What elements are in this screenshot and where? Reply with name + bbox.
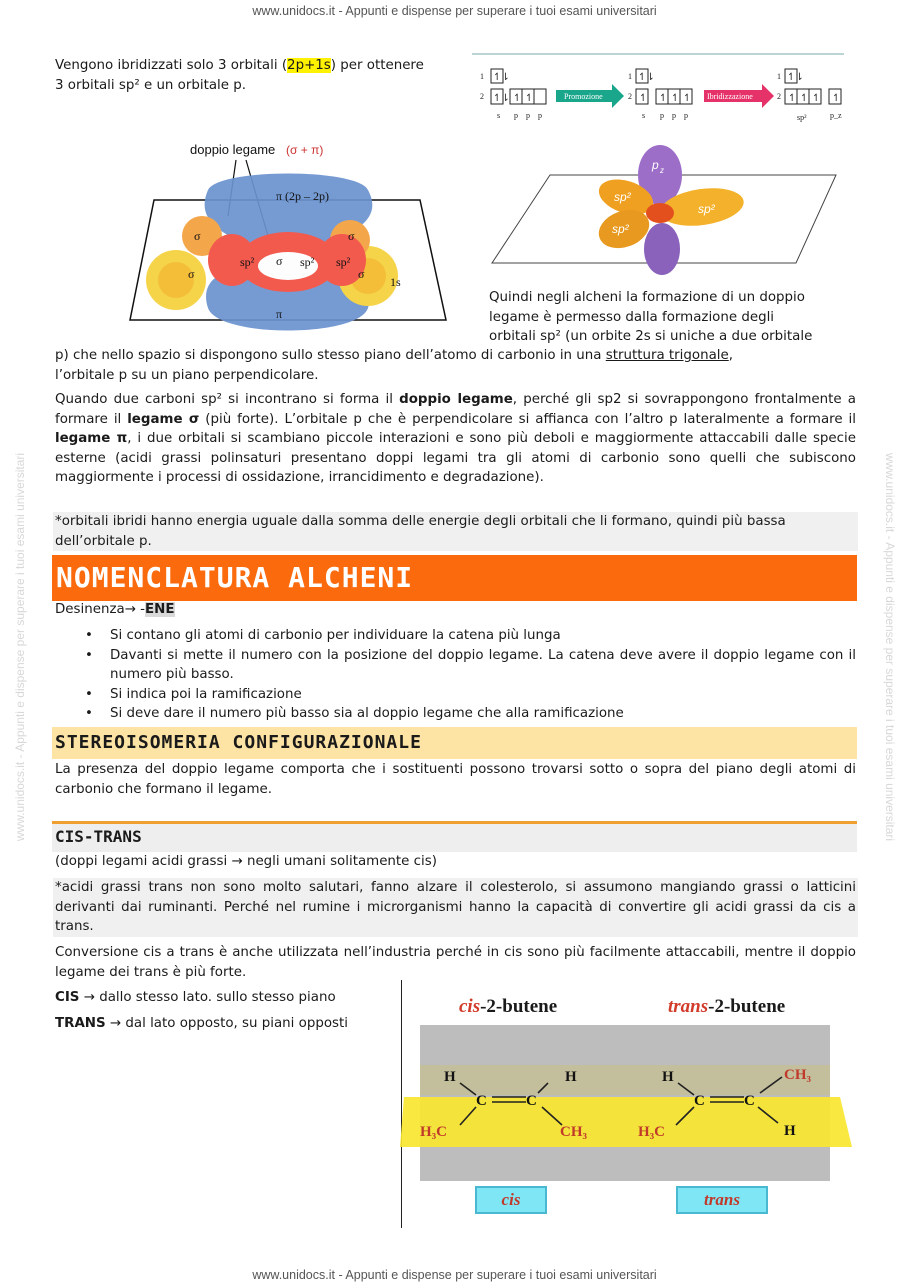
desinenza-label: Desinenza→ - — [55, 602, 146, 617]
para1-line3: orbitali sp² (un orbite 2s si uniche a due orbitale — [489, 329, 813, 344]
watermark-left — [13, 297, 27, 997]
list-item: • Davanti si mette il numero con la posizione del doppio legame. La catena deve avere il doppio legame con il numero più basso. — [55, 646, 856, 685]
double-bond-caption-sym: (σ + π) — [286, 143, 324, 157]
desinenza-line — [55, 600, 175, 620]
trans-c-left: C — [694, 1093, 705, 1109]
sigma-label-5: σ — [358, 267, 365, 281]
para2 — [55, 390, 856, 488]
sigma-label-4: σ — [348, 229, 355, 243]
pz-right-sub: z — [660, 166, 664, 175]
intro-text-after: ) per ottenere — [330, 58, 424, 73]
svg-text:s: s — [642, 111, 646, 120]
svg-text:↿⇂: ↿⇂ — [493, 93, 510, 104]
intro-line2: 3 orbitali sp² e un orbitale p. — [55, 77, 247, 93]
section-title-cis-trans-text: CIS-TRANS — [55, 827, 142, 846]
svg-text:↿: ↿ — [659, 93, 668, 104]
svg-text:p: p — [526, 111, 530, 120]
pi-label-bottom: π — [276, 307, 283, 321]
svg-text:↿⇂: ↿⇂ — [787, 72, 804, 83]
sp2-right-label-2: sp² — [698, 202, 715, 216]
sp2-label: sp² — [797, 113, 807, 122]
stereoisomeria-text — [55, 760, 856, 799]
cis-label: CIS — [55, 990, 80, 1005]
svg-text:↿: ↿ — [513, 93, 522, 104]
page-footer — [0, 1268, 909, 1282]
intro-text — [55, 56, 465, 95]
1s-label: 1s — [390, 275, 401, 289]
sp2-label-3: sp² — [336, 255, 351, 269]
trans-butene-rest: -2-butene — [708, 996, 786, 1017]
list-item: • Si deve dare il numero più basso sia al doppio legame che alla ramificazione — [55, 704, 856, 724]
level-1-label: 1 — [480, 72, 484, 81]
section-title-cis-trans — [52, 821, 857, 852]
section-title-nomenclatura-text: NOMENCLATURA ALCHENI — [56, 561, 414, 594]
para2-part1: Quando due carboni sp² si incontrano si forma il — [55, 392, 400, 407]
trans-text: → dal lato opposto, su piani opposti — [105, 1016, 348, 1031]
cis-butene-prefix: cis — [459, 996, 481, 1017]
sigma-label-2: σ — [188, 267, 195, 281]
svg-text:p: p — [672, 111, 676, 120]
section-title-stereoisomeria-text: STEREOISOMERIA CONFIGURAZIONALE — [55, 732, 422, 753]
list-item: • Si indica poi la ramificazione — [55, 685, 856, 705]
cis-butene-title — [459, 996, 557, 1018]
note-hybrid-energy — [53, 512, 858, 551]
para2-bold3: legame π — [55, 431, 128, 446]
section-title-stereoisomeria — [52, 727, 857, 759]
cis-trans-subtitle-text: (doppi legami acidi grassi → negli umani solitamente cis) — [55, 854, 437, 869]
pi-label: π (2p – 2p) — [276, 189, 330, 203]
svg-text:2: 2 — [777, 92, 781, 101]
para1-line2: legame è permesso dalla formazione degli — [489, 309, 775, 325]
double-bond-orbital-figure — [128, 138, 458, 338]
cis-definition — [55, 988, 400, 1008]
trans-ch3-left: H₃C — [638, 1124, 665, 1140]
para1-last: l’orbitale p su un piano perpendicolare. — [55, 367, 319, 383]
footer-site-text: www.unidocs.it - Appunti e dispense per superare i tuoi esami universitari — [252, 1268, 657, 1282]
svg-text:↿: ↿ — [812, 93, 821, 104]
trans-butene-title — [668, 996, 785, 1018]
note-hybrid-energy-text: *orbitali ibridi hanno energia uguale dalla somma delle energie degli orbitali che li formano, quindi più bassa dell’orbitale p. — [55, 514, 786, 549]
svg-text:2: 2 — [628, 92, 632, 101]
page-header — [0, 4, 909, 18]
svg-text:↿: ↿ — [800, 93, 809, 104]
cis-ch3-right: CH₃ — [560, 1124, 587, 1140]
hybridization-label: Ibridizzazione — [707, 92, 753, 101]
section-title-nomenclatura — [52, 555, 857, 601]
double-bond-caption: doppio legame — [190, 142, 276, 157]
trans-h-right: H — [784, 1123, 796, 1139]
para2-part4: , i due orbitali si scambiano piccole interazioni e sono più deboli e maggiormente attaccabili dalle specie esterne (acidi grassi polinsaturi presentano doppi legami tra gli atomi di carbonio sono quelli che subiscono maggiormente i processi di ossidazione, irrancidimento e degradazione). — [55, 431, 856, 485]
trans-tag — [676, 1186, 768, 1214]
intro-text-before: Vengono ibridizzati solo 3 orbitali ( — [55, 58, 288, 73]
sp2-label-2: sp² — [300, 255, 315, 269]
cis-ch3-left: H₃C — [420, 1124, 447, 1140]
sp2-label-1: sp² — [240, 255, 255, 269]
trans-fat-note — [53, 878, 858, 937]
stereoisomeria-text-body: La presenza del doppio legame comporta che i sostituenti possono trovarsi sotto o sopra del piano degli atomi di carbonio che formano il legame. — [55, 762, 856, 797]
sigma-label-1: σ — [194, 229, 201, 243]
desinenza-value: ENE — [145, 602, 175, 617]
para1-underlined: struttura trigonale — [605, 348, 729, 363]
pz-right-label: p — [652, 158, 659, 172]
conversion-text — [55, 943, 856, 982]
trans-tag-text: trans — [704, 1190, 740, 1209]
para1-full-block — [55, 346, 856, 385]
svg-text:↿⇂: ↿⇂ — [493, 72, 510, 83]
para1-line1: Quindi negli alcheni la formazione di un doppio — [489, 290, 805, 305]
energy-level-diagram — [472, 52, 852, 124]
svg-text:↿: ↿ — [525, 93, 534, 104]
svg-text:↿: ↿ — [683, 93, 692, 104]
para2-bold1: doppio legame — [399, 392, 513, 407]
cis-h-left: H — [444, 1069, 456, 1085]
para2-part3: (più forte). L’orbitale p che è perpendicolare si affianca con l’altro p lateralmente a formare il — [199, 411, 856, 427]
level-2-label: 2 — [480, 92, 484, 101]
watermark-right-text: www.unidocs.it - Appunti e dispense per superare i tuoi esami universitari — [883, 452, 897, 842]
svg-text:1: 1 — [628, 72, 632, 81]
svg-text:1: 1 — [777, 72, 781, 81]
para2-part2: , perché gli sp2 si sovrappongono frontalmente a formare il — [55, 392, 856, 427]
conversion-text-body: Conversione cis a trans è anche utilizzata nell’industria perché in cis sono più facilmente attaccabili, mentre il doppio legame dei trans è più forte. — [55, 945, 856, 980]
cis-tag — [475, 1186, 547, 1214]
cis-trans-subtitle — [55, 852, 856, 872]
pz-label: p_z — [830, 111, 842, 120]
cis-butene-rest: -2-butene — [480, 996, 558, 1017]
svg-text:↿: ↿ — [788, 93, 797, 104]
list-item: • Si contano gli atomi di carbonio per individuare la catena più lunga — [55, 626, 856, 646]
sigma-label-3: σ — [276, 254, 283, 268]
svg-text:↿: ↿ — [671, 93, 680, 104]
watermark-right — [883, 297, 897, 997]
cis-c-right: C — [526, 1093, 537, 1109]
sp2-right-label-3: sp² — [612, 222, 629, 236]
svg-text:p: p — [660, 111, 664, 120]
para1-full-after: , — [728, 348, 734, 363]
cis-text: → dallo stesso lato. sullo stesso piano — [79, 990, 336, 1005]
promotion-label: Promozione — [564, 92, 603, 101]
butene-structures-figure — [400, 1025, 860, 1183]
sp2-right-label-1: sp² — [614, 190, 631, 204]
trans-definition — [55, 1014, 400, 1034]
cis-tag-text: cis — [501, 1190, 521, 1209]
trans-label: TRANS — [55, 1016, 106, 1031]
svg-text:p: p — [514, 111, 518, 120]
para1-right-block — [489, 288, 855, 347]
cis-c-left: C — [476, 1093, 487, 1109]
watermark-left-text: www.unidocs.it - Appunti e dispense per superare i tuoi esami universitari — [13, 452, 27, 842]
svg-text:s: s — [497, 111, 501, 120]
para2-bold2: legame σ — [127, 411, 200, 427]
para1-full-before: p) che nello spazio si dispongono sullo stesso piano dell’atomo di carbonio in una — [55, 348, 606, 363]
nomenclature-rules-list — [55, 626, 856, 724]
trans-butene-prefix: trans — [668, 996, 709, 1017]
intro-highlight: 2p+1s — [287, 58, 331, 73]
svg-text:↿: ↿ — [639, 93, 648, 104]
svg-text:p: p — [538, 111, 542, 120]
svg-text:p: p — [684, 111, 688, 120]
header-site-text: www.unidocs.it - Appunti e dispense per superare i tuoi esami universitari — [252, 4, 657, 18]
trans-h-left: H — [662, 1069, 674, 1085]
svg-text:↿: ↿ — [832, 93, 841, 104]
trans-c-right: C — [744, 1093, 755, 1109]
trans-fat-note-text: *acidi grassi trans non sono molto salutari, fanno alzare il colesterolo, si assumono mangiando grassi o latticini derivanti dai ruminanti. Perché nel rumine i microrganismi hanno la capacità di convertire gli acidi grassi da cis a trans. — [55, 880, 856, 934]
cis-h-right: H — [565, 1069, 577, 1085]
trans-ch3-right: CH₃ — [784, 1067, 811, 1083]
svg-text:↿⇂: ↿⇂ — [638, 72, 655, 83]
sp2-orbital-figure — [490, 145, 850, 280]
